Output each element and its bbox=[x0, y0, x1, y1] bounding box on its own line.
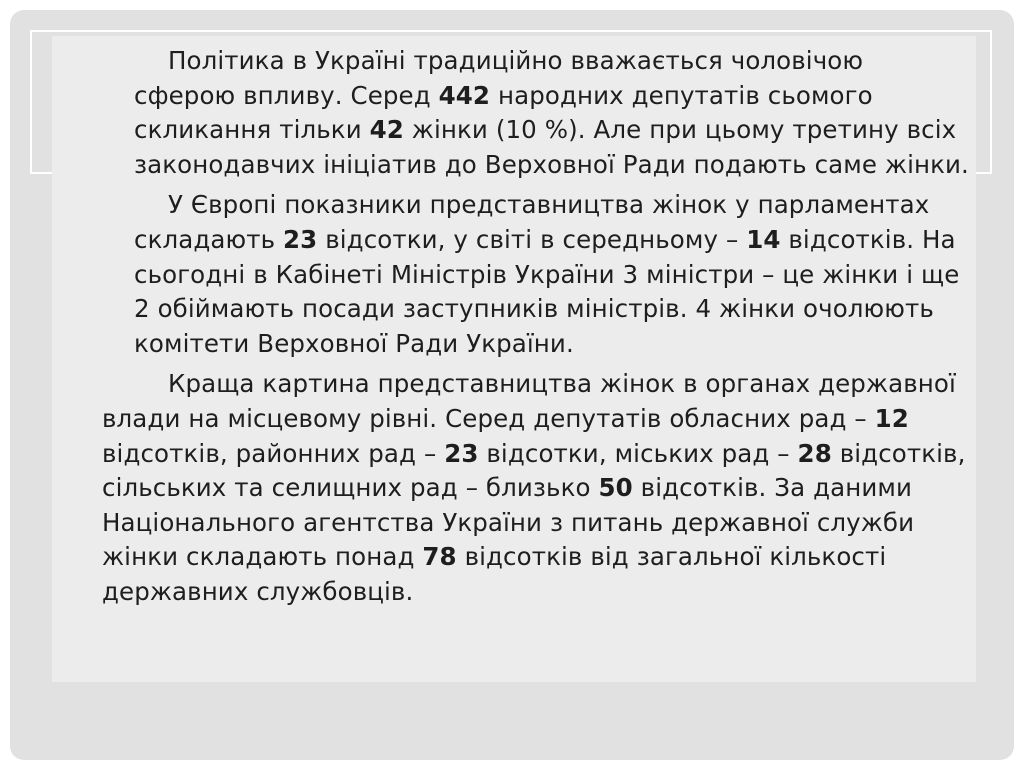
text-run: відсотків, районних рад – bbox=[102, 438, 445, 468]
bold-number: 23 bbox=[444, 438, 479, 468]
text-run: Політика в Україні традиційно вважається чоловічою сферою впливу. Серед bbox=[134, 46, 864, 110]
bold-number: 12 bbox=[874, 403, 909, 433]
paragraph-2 bbox=[102, 188, 970, 361]
bold-number: 14 bbox=[746, 224, 781, 254]
bold-number: 50 bbox=[598, 473, 633, 503]
text-run: народних депутатів сьомого скликання тільки bbox=[134, 80, 873, 145]
text-run: відсотків. На сьогодні в Кабінеті Міністрів України 3 міністри – це жінки і ще 2 обіймають посади заступників міністрів. 4 жінки очолюють комітети Верховної Ради України. bbox=[134, 224, 960, 358]
bold-number: 78 bbox=[422, 542, 457, 572]
paragraph-1 bbox=[102, 44, 970, 182]
bold-number: 23 bbox=[283, 224, 318, 254]
text-run: відсотки, у світі в середньому – bbox=[317, 224, 747, 254]
text-run: У Європі показники представництва жінок у парламентах складають bbox=[134, 190, 930, 254]
bold-number: 42 bbox=[369, 115, 404, 145]
paragraph-3 bbox=[102, 367, 970, 609]
bold-number: 28 bbox=[797, 438, 832, 468]
text-run: відсотків від загальної кількості державних службовців. bbox=[102, 542, 887, 606]
text-run: відсотки, міських рад – bbox=[478, 438, 798, 468]
text-run: жінки (10 %). Але при цьому третину всіх законодавчих ініціатив до Верховної Ради подають саме жінки. bbox=[134, 115, 969, 179]
slide-body-text bbox=[102, 44, 970, 610]
text-run: Краща картина представництва жінок в органах державної влади на місцевому рівні. Серед депутатів обласних рад – bbox=[102, 369, 956, 433]
text-run: відсотків. За даними Національного агентства України з питань державної служби жінки складають понад bbox=[102, 473, 915, 572]
text-run: відсотків, сільських та селищних рад – близько bbox=[102, 438, 966, 503]
bold-number: 442 bbox=[438, 80, 491, 110]
